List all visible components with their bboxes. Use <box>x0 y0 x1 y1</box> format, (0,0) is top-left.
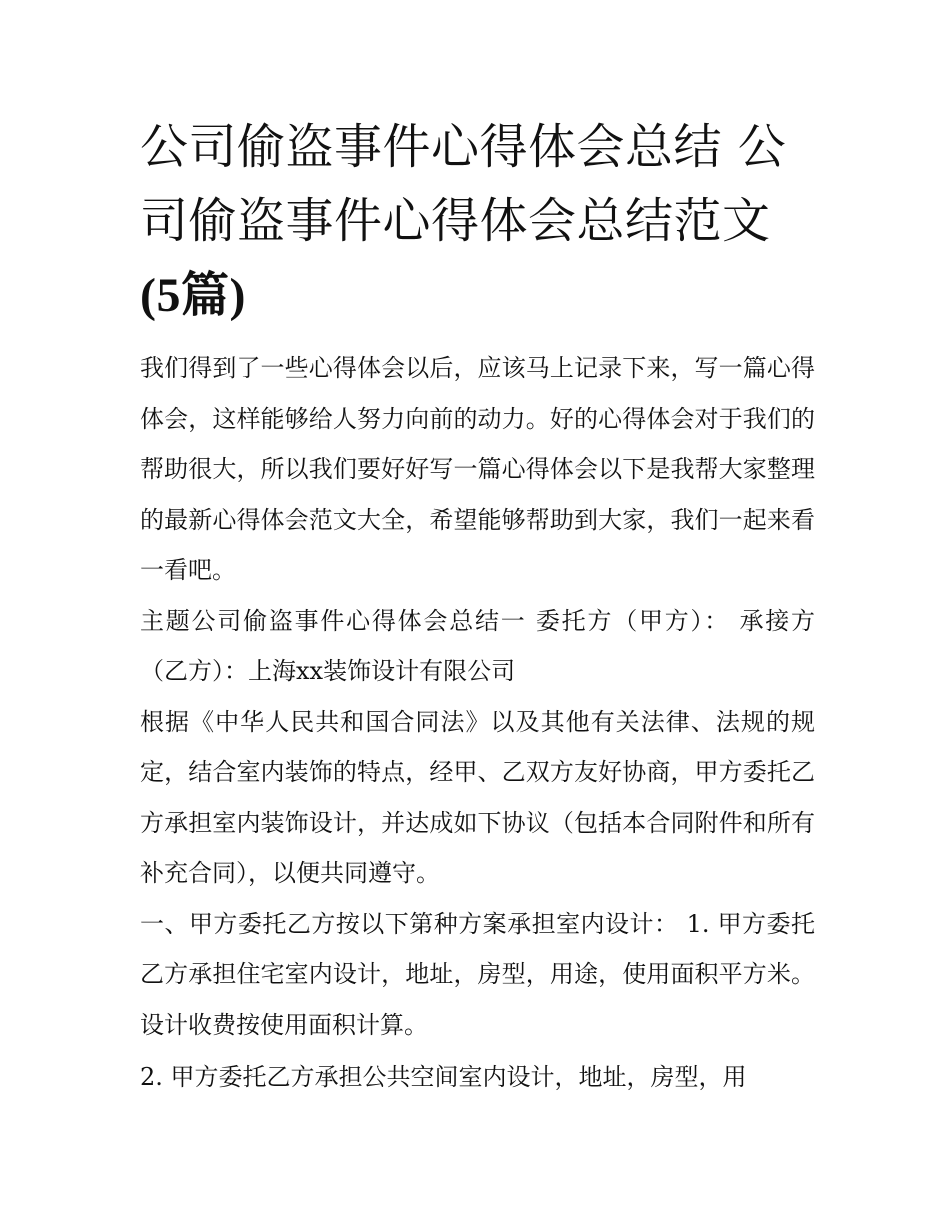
title-count: (5篇) <box>140 269 246 322</box>
clause-two-paragraph: 2. 甲方委托乙方承担公共空间室内设计，地址，房型，用 <box>140 1063 747 1091</box>
title-text: 公司偷盗事件心得体会总结 公司偷盗事件心得体会总结范文 <box>140 119 787 249</box>
legal-basis-paragraph: 根据《中华人民共和国合同法》以及其他有关法律、法规的规定，结合室内装饰的特点，经甲、乙双方友好协商，甲方委托乙方承担室内装饰设计，并达成如下协议（包括本合同附件和所有补充合同），以便共同遵守。 <box>140 707 815 887</box>
document-title <box>140 110 815 333</box>
document-body <box>140 110 815 1103</box>
intro-paragraph: 我们得到了一些心得体会以后，应该马上记录下来，写一篇心得体会，这样能够给人努力向前的动力。好的心得体会对于我们的帮助很大，所以我们要好好写一篇心得体会以下是我帮大家整理的最新心得体会范文大全，希望能够帮助到大家，我们一起来看一看吧。 <box>140 354 815 584</box>
parties-paragraph: 主题公司偷盗事件心得体会总结一 委托方（甲方）： 承接方（乙方）：上海xx装饰设计有限公司 <box>140 606 815 685</box>
clause-one-paragraph: 一、甲方委托乙方按以下第种方案承担室内设计： 1. 甲方委托乙方承担住宅室内设计，地址，房型，用途，使用面积平方米。设计收费按使用面积计算。 <box>140 909 815 1039</box>
